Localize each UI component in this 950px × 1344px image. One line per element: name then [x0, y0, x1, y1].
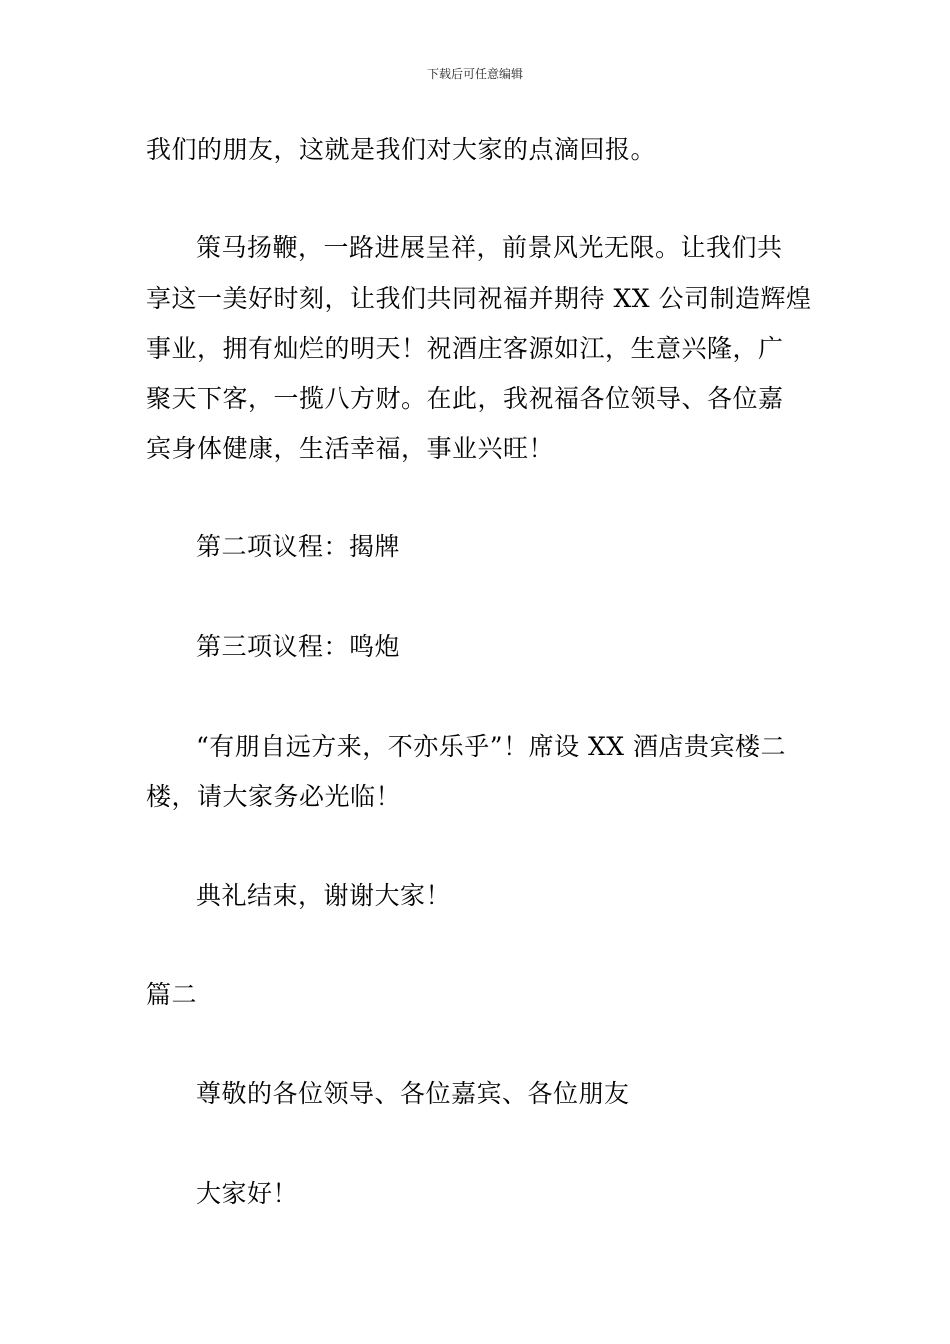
paragraph-line: 聚天下客，一揽八方财。在此，我祝福各位领导、各位嘉: [146, 384, 784, 413]
paragraph-line: 策马扬鞭，一路进展呈祥，前景风光无限。让我们共: [196, 233, 783, 262]
paragraph-line: 事业，拥有灿烂的明天！祝酒庄客源如江，生意兴隆，广: [146, 334, 784, 363]
paragraph-line: 我们的朋友，这就是我们对大家的点滴回报。: [146, 135, 657, 164]
paragraph-line: 典礼结束，谢谢大家！: [196, 881, 452, 910]
paragraph-line: 大家好！: [196, 1179, 299, 1208]
paragraph-line: “有朋自远方来，不亦乐乎”！席设 XX 酒店贵宾楼二: [196, 732, 787, 761]
paragraph-line: 楼，请大家务必光临！: [146, 782, 402, 811]
section-heading: 篇二: [146, 980, 198, 1009]
page-header: 下载后可任意编辑: [426, 67, 523, 81]
agenda-item: 第二项议程：揭牌: [196, 532, 401, 561]
paragraph-line: 享这一美好时刻，让我们共同祝福并期待 XX 公司制造辉煌: [146, 284, 812, 313]
agenda-item: 第三项议程：鸣炮: [196, 632, 401, 661]
paragraph-line: 尊敬的各位领导、各位嘉宾、各位朋友: [196, 1079, 630, 1108]
paragraph-line: 宾身体健康，生活幸福，事业兴旺！: [146, 434, 555, 463]
